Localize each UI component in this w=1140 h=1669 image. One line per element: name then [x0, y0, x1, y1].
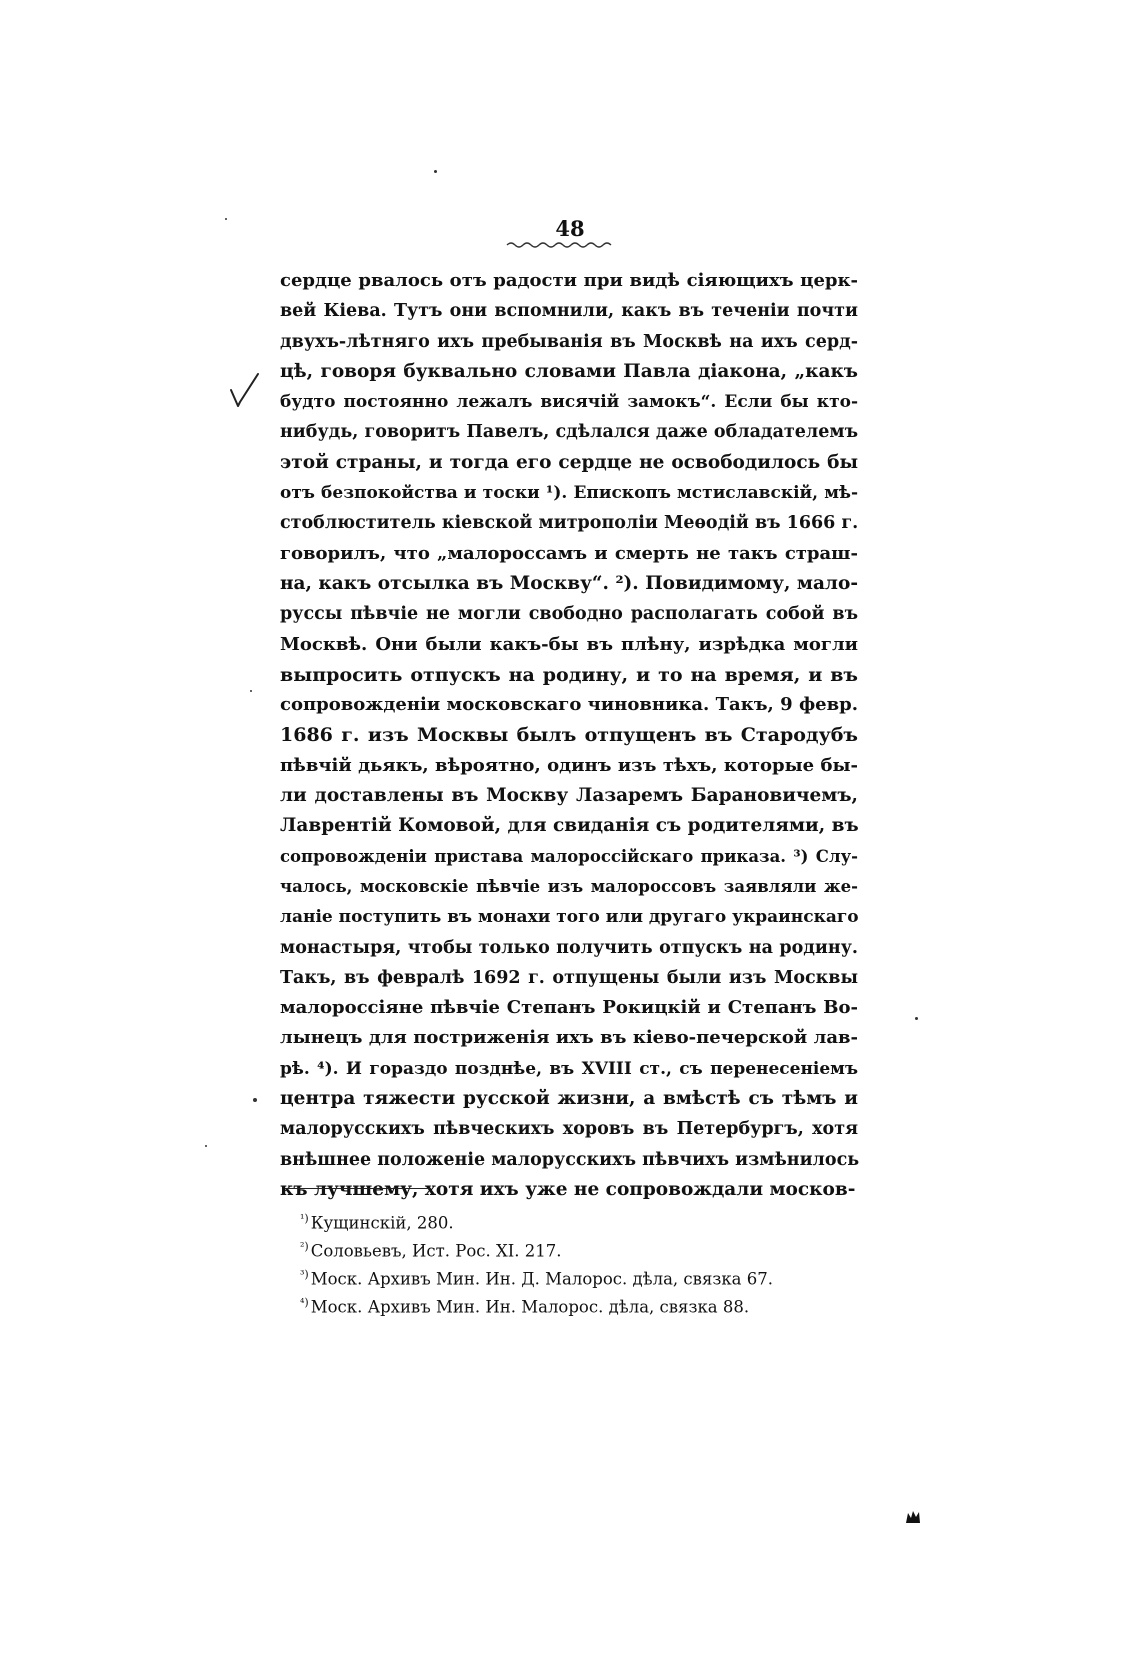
text-line: ланіе поступить въ монахи того или другаго украинскаго: [280, 907, 859, 928]
footnote-mark: ⁴): [300, 1296, 309, 1309]
footnote-item: [300, 1233, 860, 1261]
text-line: говорилъ, что „малороссамъ и смерть не такъ страш-: [280, 542, 858, 564]
footnote-text: Моск. Архивъ Мин. Ин. Малорос. дѣла, связка 88.: [310, 1297, 750, 1317]
text-line: нибудь, говоритъ Павелъ, сдѣлался даже обладателемъ: [280, 422, 858, 443]
scan-speck: [250, 690, 252, 692]
text-line: Лаврентій Комовой, для свиданія съ родителями, въ: [280, 815, 859, 837]
footnote-divider: [285, 1188, 430, 1189]
footnotes: [300, 1205, 860, 1317]
text-line: сопровожденіи московскаго чиновника. Такъ, 9 февр.: [280, 694, 858, 716]
text-line: сопровожденіи пристава малороссійскаго приказа. ³) Слу-: [280, 846, 858, 866]
text-line: на, какъ отсылка въ Москву“. ²). Повидимому, мало-: [280, 572, 858, 594]
text-line: отъ безпокойства и тоски ¹). Епископъ мстиславскій, мѣ-: [280, 483, 858, 504]
text-line: къ лучшему, хотя ихъ уже не сопровождали москов-: [280, 1178, 856, 1200]
text-line: Такъ, въ февралѣ 1692 г. отпущены были изъ Москвы: [280, 967, 858, 988]
footnote-mark: ¹): [300, 1212, 309, 1225]
scan-speck: [205, 1145, 207, 1147]
text-line: выпросить отпускъ на родину, и то на время, и въ: [280, 663, 858, 686]
scan-speck: [253, 1098, 257, 1102]
text-line: малороссіяне пѣвчіе Степанъ Рокицкій и Степанъ Во-: [280, 997, 858, 1019]
scan-speck: [915, 1017, 918, 1020]
scan-speck: [434, 170, 437, 173]
text-line: ли доставлены въ Москву Лазаремъ Барановичемъ,: [280, 785, 858, 807]
text-line: рѣ. ⁴). И гораздо позднѣе, въ XVIII ст., съ перенесеніемъ: [280, 1058, 858, 1079]
footnote-item: [300, 1205, 860, 1233]
text-line: 1686 г. изъ Москвы былъ отпущенъ въ Стародубъ: [280, 724, 858, 747]
text-line: чалось, московскіе пѣвчіе изъ малороссовъ заявляли же-: [280, 876, 858, 896]
text-line: внѣшнее положеніе малорусскихъ пѣвчихъ измѣнилось: [280, 1149, 860, 1170]
text-line: руссы пѣвчіе не могли свободно располагать собой въ: [280, 604, 858, 625]
text-line: центра тяжести русской жизни, а вмѣстѣ съ тѣмъ и: [280, 1088, 858, 1110]
text-line: цѣ, говоря буквально словами Павла діакона, „какъ: [280, 360, 858, 382]
footnote-text: Кущинскій, 280.: [310, 1213, 454, 1233]
scan-speck: [225, 218, 227, 220]
main-text: [280, 266, 858, 1205]
text-line: двухъ-лѣтняго ихъ пребыванія въ Москвѣ на ихъ серд-: [280, 331, 858, 352]
footnote-mark: ³): [300, 1268, 309, 1281]
footnote-mark: ²): [300, 1240, 309, 1253]
text-line: вей Кіева. Тутъ они вспомнили, какъ въ теченіи почти: [280, 301, 858, 322]
text-line: малорусскихъ пѣвческихъ хоровъ въ Петербургъ, хотя: [280, 1119, 858, 1140]
footnote-text: Моск. Архивъ Мин. Ин. Д. Малорос. дѣла, связка 67.: [310, 1269, 773, 1289]
text-line: сердце рвалось отъ радости при видѣ сіяющихъ церк-: [280, 270, 858, 291]
text-line: стоблюститель кіевской митрополіи Меѳодій въ 1666 г.: [280, 513, 859, 534]
footnote-item: [300, 1289, 860, 1317]
text-line: будто постоянно лежалъ висячій замокъ“. Если бы кто-: [280, 392, 858, 413]
page-number: 48: [555, 216, 585, 241]
text-line: пѣвчій дьякъ, вѣроятно, одинъ изъ тѣхъ, которые бы-: [280, 754, 858, 776]
footnote-text: Соловьевъ, Ист. Рос. XI. 217.: [310, 1241, 562, 1261]
text-line: монастыря, чтобы только получить отпускъ на родину.: [280, 937, 858, 958]
page-number-wavy-underline: [505, 240, 617, 250]
text-line: лынецъ для постриженія ихъ въ кіево-печерской лав-: [280, 1027, 858, 1049]
handwritten-check-mark: [228, 372, 268, 412]
corner-ink-mark: [905, 1510, 921, 1524]
footnote-item: [300, 1261, 860, 1289]
text-line: Москвѣ. Они были какъ-бы въ плѣну, изрѣдка могли: [280, 633, 858, 655]
text-line: этой страны, и тогда его сердце не освободилось бы: [280, 451, 858, 473]
